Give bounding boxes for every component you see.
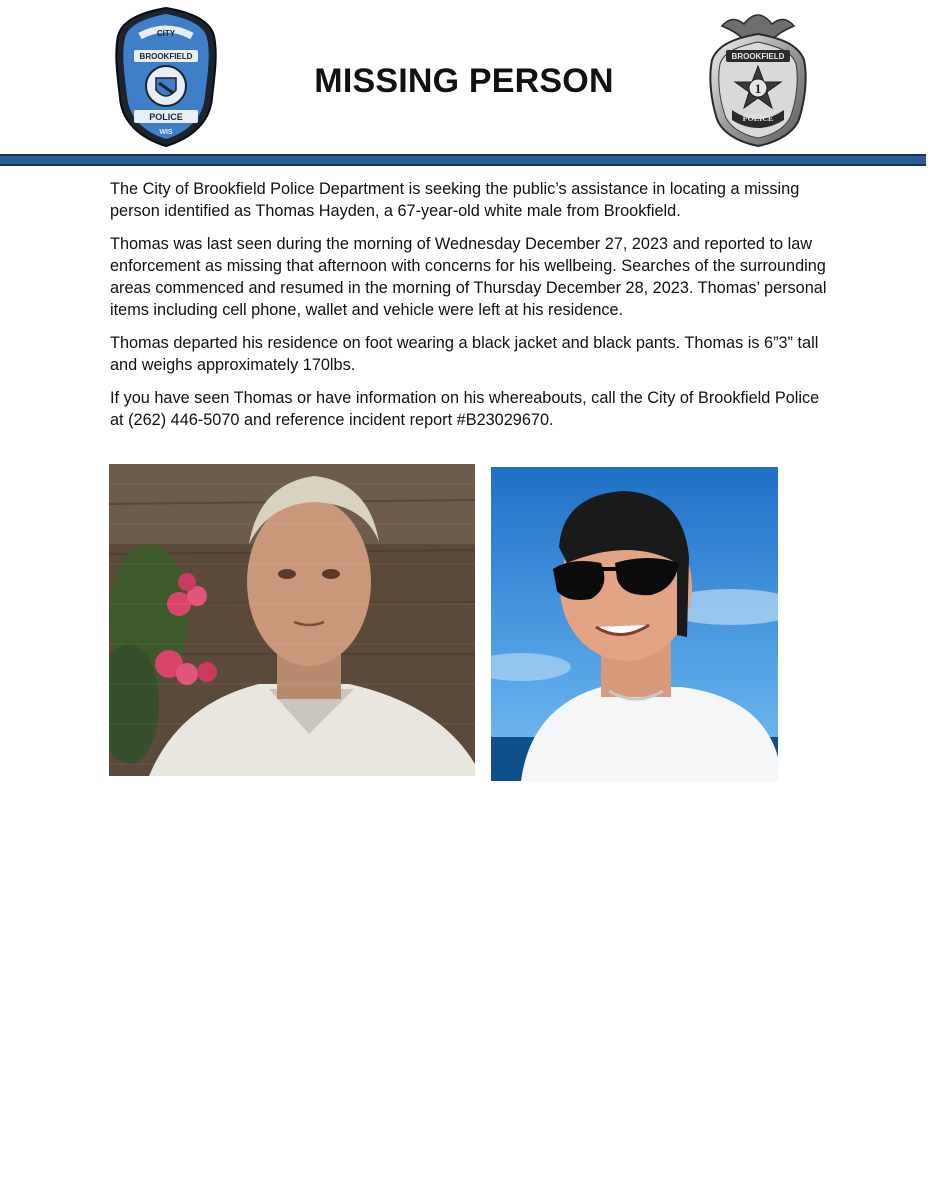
badge-text: POLICE bbox=[742, 114, 774, 123]
police-badge-icon bbox=[110, 6, 222, 148]
badge-text: CITY bbox=[156, 29, 176, 38]
notice-body bbox=[110, 178, 830, 442]
badge-text: BROOKFIELD bbox=[731, 52, 785, 61]
beach-photo bbox=[491, 467, 778, 781]
portrait-photo bbox=[109, 464, 475, 776]
badge-text: BROOKFIELD bbox=[139, 52, 193, 61]
badge-text: WIS bbox=[159, 129, 173, 136]
police-star-badge-icon bbox=[704, 4, 812, 150]
paragraph-contact: If you have seen Thomas or have information on his whereabouts, call the City of Brookfield Police at (262) 446-5070 and reference incident report #B23029670. bbox=[110, 389, 820, 429]
paragraph-intro: The City of Brookfield Police Department is seeking the public’s assistance in locating a missing person identified as Thomas Hayden, a 67-year-old white male from Brookfield. bbox=[110, 180, 800, 220]
badge-text: POLICE bbox=[149, 112, 183, 122]
header bbox=[0, 0, 928, 160]
badge-number: 1 bbox=[754, 81, 762, 96]
header-divider bbox=[0, 154, 926, 166]
paragraph-last-seen: Thomas was last seen during the morning of Wednesday December 27, 2023 and reported to law enforcement as missing that afternoon with concerns for his wellbeing. Searches of the surrounding areas commenced and resumed in the morning of Thursday December 28, 2023. Thomas’ personal items including cell phone, wallet and vehicle were left at his residence. bbox=[110, 235, 827, 319]
page-title: MISSING PERSON bbox=[314, 62, 614, 100]
paragraph-description: Thomas departed his residence on foot wearing a black jacket and black pants. Thomas is 6”3” tall and weighs approximately 170lbs. bbox=[110, 334, 819, 374]
